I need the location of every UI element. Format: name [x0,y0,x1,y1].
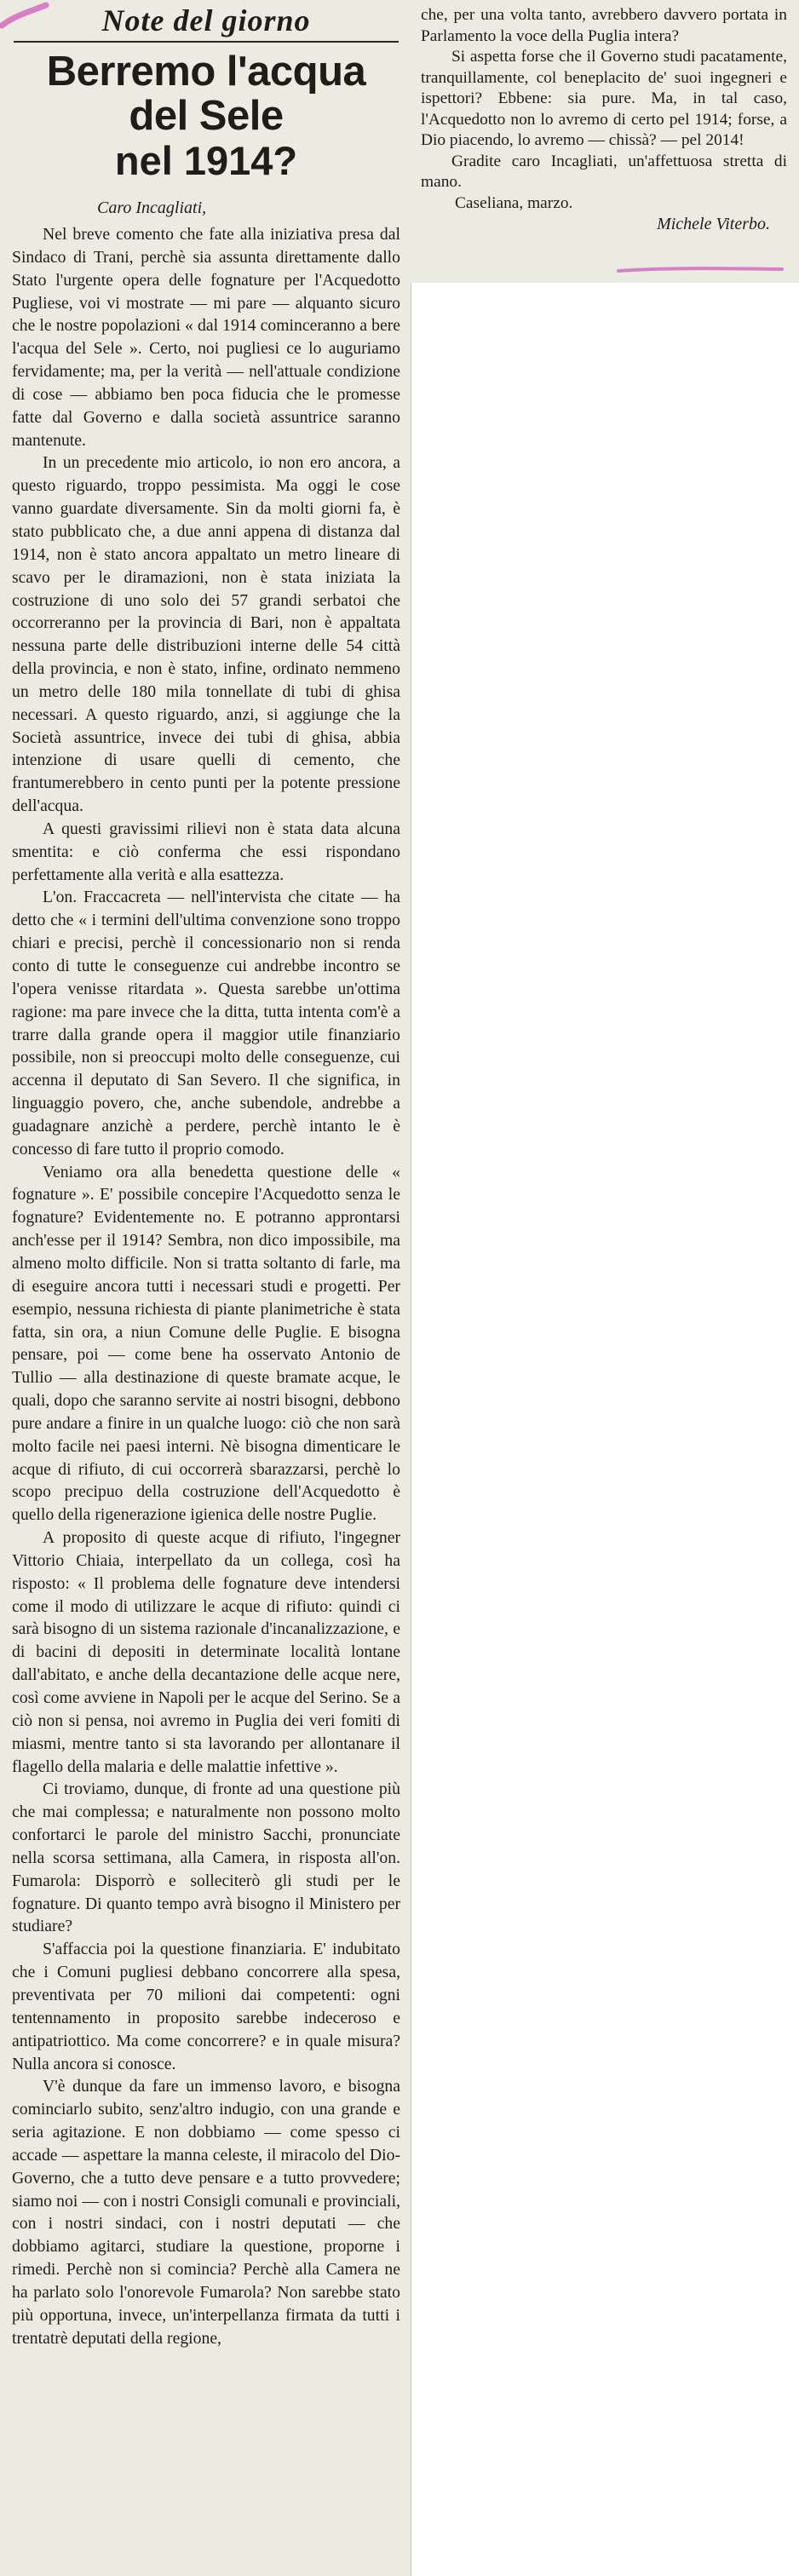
pink-underline-mark [617,264,784,274]
paragraph: S'affaccia poi la questione finanziaria. E' indubitato che i Comuni pugliesi debbano concorrere alla spesa, preventivata per 70 milioni dai competenti: ogni tentennamento in proposito sarebbe indeceroso e antipatriottico. Ma come concorrere? e in quale misura? Nulla ancora si conosce. [12,1940,400,2073]
paragraph: che, per una volta tanto, avrebbero davvero portata in Parlamento la voce della Puglia intera? [421,6,787,45]
headline: Berremo l'acqua del Sele [46,49,366,139]
paragraph: Si aspetta forse che il Governo studi pacatamente, tranquillamente, col beneplacito de' suoi ingegneri e ispettori? Ebbene: sia pure. Ma, in tal caso, l'Acquedotto non lo avremo di certo pel 1914; forse, a Dio piacendo, lo avremo — chissà? — pel 2014! [421,48,787,149]
paragraph: Nel breve comento che fate alla iniziativa presa dal Sindaco di Trani, perchè sia assunta direttamente dallo Stato l'urgente opera delle fognature per l'Acquedotto Pugliese, voi vi mostrate — mi pare — alquanto sicuro che le nostre popolazioni « dal 1914 cominceranno a bere l'acqua del Sele ». Certo, noi pugliesi ce lo auguriamo fervidamente; ma, per la verità — nell'attuale condizione di cose — abbiamo ben poca fiducia che le promesse fatte dal Governo e dalla società assuntrice saranno mantenute. [12,225,400,450]
article-column-right [411,0,799,283]
paragraph: Gradite caro Incagliati, un'affettuosa stretta di mano. [421,152,787,191]
paragraph: A proposito di queste acque di rifiuto, l'ingegner Vittorio Chiaia, interpellato da un collega, così ha risposto: « Il problema delle fognature deve intendersi come il modo di utilizzare le acque di rifiuto: quindi ci sarà bisogno di un sistema razionale d'incanalizzazione, e di bacini di depositi in determinate località lontane dall'abitato, e anche della decantazione delle acque nere, così come avviene in Napoli per le acque del Serino. Se a ciò non si pensa, noi avremo in Puglia dei veri fomiti di miasmi, mentre tanto si sta lavorando per allontanare il flagello della malaria e delle malattie infettive ». [12,1528,400,1776]
paragraph: L'on. Fraccacreta — nell'intervista che citate — ha detto che « i termini dell'ultima convenzione sono troppo chiari e precisi, perchè il concessionario non si renda conto di tutte le conseguenze cui andrebbe incontro se l'opera venisse ritardata ». Questa sarebbe un'ottima ragione: ma pare invece che la ditta, tutta intenta com'è a trarre dalla grande opera il maggior utile finanziario possibile, non si preoccupi molto delle conseguenze, cui accenna il deputato di San Severo. Il che significa, in linguaggio povero, che, anche subendole, andrebbe a guadagnare anzichè a perdere, perchè intanto le è concesso di fare tutto il proprio comodo. [12,888,400,1159]
heading-rule [14,41,399,43]
place-date: Caseliana, marzo. [455,193,573,212]
subheadline: nel 1914? [114,138,298,183]
paragraph: Veniamo ora alla benedetta questione delle « fognature ». E' possibile concepire l'Acquedotto senza le fognature? Evidentemente no. E potranno approntarsi anch'esse per il 1914? Sembra, non dico impossibile, ma almeno molto difficile. Non si tratta soltanto di farle, ma di eseguire ancora tutti i necessari studi e progetti. Per esempio, nessuna richiesta di piante planimetriche è stata fatta, sin ora, a niun Comune delle Puglie. E bisogna pensare, poi — come bene ha osservato Antonio de Tullio — alla destinazione di queste bramate acque, le quali, dopo che saranno servite ai nostri bisogni, debbono pure andare a finire in un qualche luogo: ciò che non sarà molto facile nei paesi interni. Nè bisogna dimenticare le acque di rifiuto, di cui occorrerà sbarazzarsi, perchè lo scopo precipuo della costruzione dell'Acquedotto è quello della rigenerazione igienica delle nostre Puglie. [12,1162,400,1525]
paragraph: Ci troviamo, dunque, di fronte ad una questione più che mai complessa; e naturalmente non possono molto confortarci le parole del ministro Sacchi, pronunciate nella scorsa settimana, alla Camera, in risposta all'on. Fumarola: Disporrò e solleciterò gli studi per le fognature. Di quanto tempo avrà bisogno il Ministero per studiare? [12,1780,400,1936]
signature: Michele Viterbo. [657,215,770,233]
paragraph: A questi gravissimi rilievi non è stata data alcuna smentita: e ciò conferma che essi rispondano perfettamente alla verità e alla esattezza. [12,819,400,884]
salutation: Caro Incagliati, [97,198,207,217]
column-heading: Note del giorno [101,3,311,37]
paragraph: In un precedente mio articolo, io non ero ancora, a questo riguardo, troppo pessimista. Ma oggi le cose vanno guardate diversamente. Sin da molti giorni fa, è stato pubblicato che, a due anni appena di distanza dal 1914, non è stato ancora appaltato un metro lineare di scavo per le diramazioni, non è stata iniziata la costruzione di uno solo dei 57 grandi serbatoi che occorreranno per la provincia di Bari, non è appaltata nessuna parte delle distribuzioni interne delle 54 città della provincia, e non è stato, infine, ordinato nemmeno un metro delle 180 mila tonnellate di tubi di ghisa necessari. A questo riguardo, anzi, si aggiunge che la Società assuntrice, invece dei tubi di ghisa, abbia intenzione di usare quelli di cemento, che frantumerebbero in cento punti per la potente pressione dell'acqua. [12,453,400,816]
paragraph: V'è dunque da fare un immenso lavoro, e bisogna cominciarlo subito, senz'altro indugio, con una grande e seria agitazione. E non dobbiamo — come spesso ci accade — aspettare la manna celeste, il miracolo del Dio-Governo, che a tutto deve pensare e a tutto provvedere; siamo noi — con i nostri Consigli comunali e provinciali, con i nostri sindaci, con i nostri deputati — che dobbiamo agitarci, studiare la questione, proporne i rimedi. Perchè non si comincia? Perchè alla Camera ne ha parlato solo l'onorevole Fumarola? Non sarebbe stato più opportuna, invece, un'interpellanza firmata da tutti i trentatrè deputati della regione, [12,2077,400,2348]
